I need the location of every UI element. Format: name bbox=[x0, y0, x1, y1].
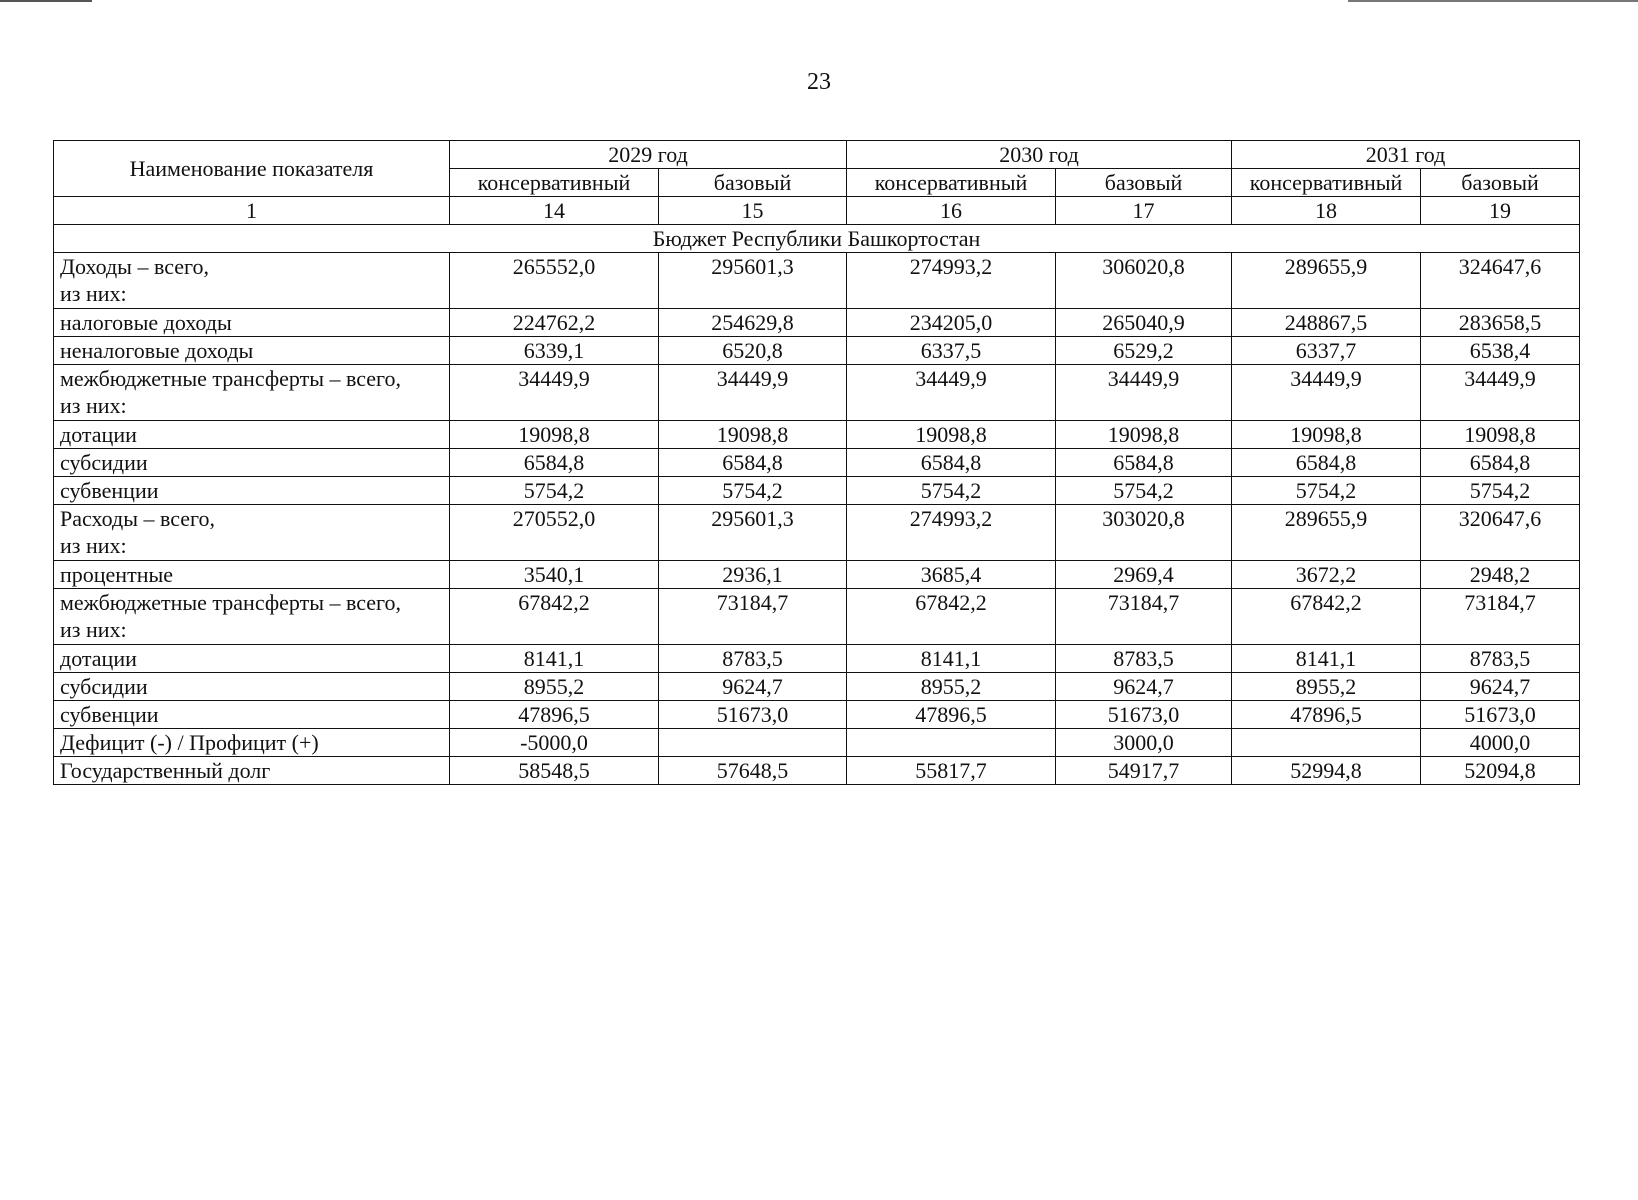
table-row bbox=[54, 309, 1580, 337]
cell-value: 73184,7 bbox=[1464, 590, 1536, 615]
row-label-cell bbox=[54, 729, 450, 757]
value-cell bbox=[1056, 477, 1232, 505]
value-cell bbox=[847, 365, 1056, 421]
value-cell bbox=[450, 309, 659, 337]
value-cell bbox=[1232, 701, 1421, 729]
value-cell bbox=[1056, 757, 1232, 785]
cell-value: 6529,2 bbox=[1113, 338, 1174, 363]
cell-value: 320647,6 bbox=[1458, 506, 1542, 531]
value-cell bbox=[1232, 365, 1421, 421]
cell-value: 3540,1 bbox=[523, 562, 585, 587]
cell-value: 2969,4 bbox=[1113, 562, 1174, 587]
value-cell bbox=[659, 365, 847, 421]
value-cell bbox=[1232, 561, 1421, 589]
cell-value: 19098,8 bbox=[915, 422, 987, 447]
col-number: 14 bbox=[450, 197, 659, 225]
cell-value: 55817,7 bbox=[915, 758, 987, 783]
table-row bbox=[54, 701, 1580, 729]
value-cell bbox=[659, 505, 847, 561]
cell-value: 19098,8 bbox=[716, 422, 789, 447]
cell-value: 9624,7 bbox=[1113, 674, 1174, 699]
value-cell bbox=[1421, 365, 1580, 421]
value-cell bbox=[1056, 561, 1232, 589]
row-label: Дефицит (-) / Профицит (+) bbox=[60, 730, 319, 755]
value-cell bbox=[659, 449, 847, 477]
value-cell bbox=[659, 645, 847, 673]
cell-value: 19098,8 bbox=[1464, 422, 1536, 447]
cell-value: 3672,2 bbox=[1295, 562, 1357, 587]
cell-value: 67842,2 bbox=[518, 590, 590, 615]
row-label-cell bbox=[54, 505, 450, 561]
section-title: Бюджет Республики Башкортостан bbox=[54, 225, 1580, 253]
header-year-2029: 2029 год bbox=[450, 141, 847, 169]
value-cell bbox=[1421, 337, 1580, 365]
table-row bbox=[54, 449, 1580, 477]
value-cell bbox=[1421, 421, 1580, 449]
header-row-col-numbers bbox=[54, 197, 1580, 225]
value-cell bbox=[1421, 673, 1580, 701]
value-cell bbox=[847, 589, 1056, 645]
row-label-cell bbox=[54, 477, 450, 505]
value-cell bbox=[659, 729, 847, 757]
cell-value: 9624,7 bbox=[722, 674, 783, 699]
cell-value: 324647,6 bbox=[1458, 254, 1542, 279]
cell-value: 6520,8 bbox=[722, 338, 783, 363]
value-cell bbox=[450, 561, 659, 589]
col-number: 16 bbox=[847, 197, 1056, 225]
cell-value: 8783,5 bbox=[1113, 646, 1174, 671]
value-cell bbox=[1421, 729, 1580, 757]
row-label: межбюджетные трансферты – всего, bbox=[60, 590, 402, 615]
header-scenario: базовый bbox=[1056, 169, 1232, 197]
section-title-row bbox=[54, 225, 1580, 253]
col-number: 18 bbox=[1232, 197, 1421, 225]
value-cell bbox=[1056, 309, 1232, 337]
cell-value: 8141,1 bbox=[523, 646, 585, 671]
value-cell bbox=[847, 645, 1056, 673]
row-label: Расходы – всего, bbox=[60, 506, 216, 531]
value-cell bbox=[659, 253, 847, 309]
value-cell bbox=[450, 757, 659, 785]
value-cell bbox=[659, 701, 847, 729]
value-cell bbox=[1421, 477, 1580, 505]
cell-value: 265552,0 bbox=[512, 254, 596, 279]
value-cell bbox=[1232, 505, 1421, 561]
cell-value: 289655,9 bbox=[1284, 506, 1368, 531]
table-row bbox=[54, 365, 1580, 421]
cell-value: 5754,2 bbox=[523, 478, 585, 503]
cell-value: 8955,2 bbox=[523, 674, 585, 699]
cell-value: 295601,3 bbox=[711, 254, 794, 279]
col-number: 17 bbox=[1056, 197, 1232, 225]
row-label: налоговые доходы bbox=[60, 310, 232, 335]
header-scenario: базовый bbox=[1421, 169, 1580, 197]
cell-value: 19098,8 bbox=[518, 422, 590, 447]
value-cell bbox=[450, 505, 659, 561]
cell-value: 5754,2 bbox=[1113, 478, 1174, 503]
table-row bbox=[54, 729, 1580, 757]
value-cell bbox=[450, 421, 659, 449]
header-scenario: консервативный bbox=[1232, 169, 1421, 197]
value-cell bbox=[659, 477, 847, 505]
cell-value: 34449,9 bbox=[1107, 366, 1180, 391]
row-label: субвенции bbox=[60, 478, 159, 503]
cell-value: 51673,0 bbox=[1464, 702, 1536, 727]
value-cell bbox=[1232, 757, 1421, 785]
table-row bbox=[54, 253, 1580, 309]
row-label: процентные bbox=[60, 562, 174, 587]
value-cell bbox=[1421, 505, 1580, 561]
value-cell bbox=[1232, 421, 1421, 449]
row-label: субсидии bbox=[60, 674, 148, 699]
cell-value: 6337,5 bbox=[920, 338, 982, 363]
value-cell bbox=[847, 701, 1056, 729]
value-cell bbox=[1232, 673, 1421, 701]
header-scenario: базовый bbox=[659, 169, 847, 197]
value-cell bbox=[659, 757, 847, 785]
row-label: Доходы – всего, bbox=[60, 254, 209, 279]
value-cell bbox=[1421, 645, 1580, 673]
cell-value: 6584,8 bbox=[1113, 450, 1174, 475]
value-cell bbox=[659, 337, 847, 365]
cell-value: 6584,8 bbox=[722, 450, 783, 475]
value-cell bbox=[1232, 309, 1421, 337]
cell-value: 2948,2 bbox=[1469, 562, 1531, 587]
value-cell bbox=[450, 729, 659, 757]
cell-value: 34449,9 bbox=[1290, 366, 1362, 391]
value-cell bbox=[1056, 645, 1232, 673]
table-row bbox=[54, 589, 1580, 645]
cell-value: 8783,5 bbox=[722, 646, 783, 671]
cell-value: -5000,0 bbox=[520, 730, 588, 755]
table-row bbox=[54, 337, 1580, 365]
value-cell bbox=[847, 729, 1056, 757]
header-row-years bbox=[54, 141, 1580, 169]
cell-value: 254629,8 bbox=[711, 310, 794, 335]
value-cell bbox=[1421, 449, 1580, 477]
cell-value: 47896,5 bbox=[518, 702, 590, 727]
row-label-sub: из них: bbox=[60, 617, 127, 642]
cell-value: 5754,2 bbox=[1295, 478, 1357, 503]
value-cell bbox=[847, 449, 1056, 477]
value-cell bbox=[847, 337, 1056, 365]
value-cell bbox=[1056, 337, 1232, 365]
value-cell bbox=[659, 309, 847, 337]
value-cell bbox=[1421, 253, 1580, 309]
value-cell bbox=[1232, 729, 1421, 757]
cell-value: 51673,0 bbox=[1107, 702, 1180, 727]
header-year-2031: 2031 год bbox=[1232, 141, 1580, 169]
cell-value: 73184,7 bbox=[716, 590, 789, 615]
cell-value: 52094,8 bbox=[1464, 758, 1536, 783]
cell-value: 4000,0 bbox=[1469, 730, 1531, 755]
cell-value: 6339,1 bbox=[523, 338, 585, 363]
row-label-cell bbox=[54, 421, 450, 449]
value-cell bbox=[847, 477, 1056, 505]
value-cell bbox=[450, 673, 659, 701]
cell-value: 248867,5 bbox=[1284, 310, 1368, 335]
value-cell bbox=[1232, 337, 1421, 365]
table-row bbox=[54, 561, 1580, 589]
row-label: Государственный долг bbox=[60, 758, 271, 783]
top-rule-right bbox=[1348, 0, 1638, 2]
row-label-sub: из них: bbox=[60, 281, 127, 306]
cell-value: 303020,8 bbox=[1102, 506, 1185, 531]
row-label-cell bbox=[54, 253, 450, 309]
cell-value: 289655,9 bbox=[1284, 254, 1368, 279]
page-number: 23 bbox=[807, 69, 831, 95]
value-cell bbox=[847, 757, 1056, 785]
cell-value: 67842,2 bbox=[915, 590, 987, 615]
value-cell bbox=[1421, 701, 1580, 729]
row-label-cell bbox=[54, 561, 450, 589]
table-row bbox=[54, 421, 1580, 449]
row-label-sub: из них: bbox=[60, 533, 127, 558]
cell-value: 8141,1 bbox=[1295, 646, 1357, 671]
cell-value: 224762,2 bbox=[512, 310, 596, 335]
cell-value: 8955,2 bbox=[920, 674, 982, 699]
row-label-cell bbox=[54, 645, 450, 673]
value-cell bbox=[1056, 449, 1232, 477]
value-cell bbox=[450, 477, 659, 505]
header-name-cell: Наименование показателя bbox=[54, 141, 450, 197]
cell-value: 3685,4 bbox=[920, 562, 982, 587]
value-cell bbox=[1056, 421, 1232, 449]
value-cell bbox=[1056, 253, 1232, 309]
value-cell bbox=[1421, 561, 1580, 589]
col-number: 19 bbox=[1421, 197, 1580, 225]
value-cell bbox=[1421, 309, 1580, 337]
cell-value: 5754,2 bbox=[722, 478, 783, 503]
value-cell bbox=[1232, 645, 1421, 673]
row-label-cell bbox=[54, 449, 450, 477]
value-cell bbox=[1421, 757, 1580, 785]
row-label: неналоговые доходы bbox=[60, 338, 254, 363]
cell-value: 8955,2 bbox=[1295, 674, 1357, 699]
col-number: 1 bbox=[54, 197, 450, 225]
row-label-cell bbox=[54, 309, 450, 337]
cell-value: 6538,4 bbox=[1469, 338, 1531, 363]
data-rows bbox=[54, 253, 1580, 785]
cell-value: 73184,7 bbox=[1107, 590, 1180, 615]
cell-value: 2936,1 bbox=[722, 562, 783, 587]
cell-value: 54917,7 bbox=[1107, 758, 1180, 783]
row-label-cell bbox=[54, 673, 450, 701]
table-row bbox=[54, 673, 1580, 701]
cell-value: 283658,5 bbox=[1458, 310, 1542, 335]
cell-value: 34449,9 bbox=[1464, 366, 1536, 391]
value-cell bbox=[1056, 589, 1232, 645]
cell-value: 6337,7 bbox=[1295, 338, 1357, 363]
top-rule-left bbox=[0, 0, 92, 2]
cell-value: 57648,5 bbox=[716, 758, 789, 783]
value-cell bbox=[847, 561, 1056, 589]
value-cell bbox=[450, 253, 659, 309]
header-scenario: консервативный bbox=[847, 169, 1056, 197]
value-cell bbox=[1232, 477, 1421, 505]
header-scenario: консервативный bbox=[450, 169, 659, 197]
cell-value: 9624,7 bbox=[1469, 674, 1531, 699]
cell-value: 34449,9 bbox=[518, 366, 590, 391]
cell-value: 6584,8 bbox=[523, 450, 585, 475]
value-cell bbox=[450, 365, 659, 421]
cell-value: 3000,0 bbox=[1113, 730, 1174, 755]
value-cell bbox=[450, 645, 659, 673]
table-row bbox=[54, 757, 1580, 785]
budget-table bbox=[53, 140, 1580, 785]
cell-value: 6584,8 bbox=[1295, 450, 1357, 475]
table-row bbox=[54, 477, 1580, 505]
row-label: дотации bbox=[60, 646, 137, 671]
row-label-cell bbox=[54, 757, 450, 785]
value-cell bbox=[1056, 729, 1232, 757]
cell-value: 306020,8 bbox=[1102, 254, 1185, 279]
header-year-2030: 2030 год bbox=[847, 141, 1232, 169]
cell-value: 5754,2 bbox=[1469, 478, 1531, 503]
row-label-cell bbox=[54, 337, 450, 365]
value-cell bbox=[450, 589, 659, 645]
value-cell bbox=[847, 673, 1056, 701]
cell-value: 295601,3 bbox=[711, 506, 794, 531]
value-cell bbox=[659, 421, 847, 449]
value-cell bbox=[1232, 449, 1421, 477]
value-cell bbox=[1421, 589, 1580, 645]
row-label: субсидии bbox=[60, 450, 148, 475]
value-cell bbox=[1056, 673, 1232, 701]
value-cell bbox=[659, 673, 847, 701]
table-row bbox=[54, 505, 1580, 561]
col-number: 15 bbox=[659, 197, 847, 225]
cell-value: 34449,9 bbox=[915, 366, 987, 391]
value-cell bbox=[450, 701, 659, 729]
cell-value: 6584,8 bbox=[1469, 450, 1531, 475]
cell-value: 8783,5 bbox=[1469, 646, 1531, 671]
row-label: субвенции bbox=[60, 702, 159, 727]
cell-value: 67842,2 bbox=[1290, 590, 1362, 615]
value-cell bbox=[1056, 505, 1232, 561]
value-cell bbox=[659, 589, 847, 645]
cell-value: 51673,0 bbox=[716, 702, 789, 727]
cell-value: 52994,8 bbox=[1290, 758, 1362, 783]
cell-value: 8141,1 bbox=[920, 646, 982, 671]
value-cell bbox=[450, 337, 659, 365]
value-cell bbox=[659, 561, 847, 589]
table-row bbox=[54, 645, 1580, 673]
cell-value: 274993,2 bbox=[909, 506, 993, 531]
row-label-cell bbox=[54, 365, 450, 421]
cell-value: 47896,5 bbox=[915, 702, 987, 727]
value-cell bbox=[847, 253, 1056, 309]
row-label-cell bbox=[54, 701, 450, 729]
value-cell bbox=[1056, 701, 1232, 729]
row-label-sub: из них: bbox=[60, 393, 127, 418]
cell-value: 34449,9 bbox=[716, 366, 789, 391]
cell-value: 58548,5 bbox=[518, 758, 590, 783]
row-label-cell bbox=[54, 589, 450, 645]
cell-value: 265040,9 bbox=[1102, 310, 1185, 335]
value-cell bbox=[1232, 253, 1421, 309]
value-cell bbox=[450, 449, 659, 477]
value-cell bbox=[1232, 589, 1421, 645]
value-cell bbox=[1056, 365, 1232, 421]
row-label: межбюджетные трансферты – всего, bbox=[60, 366, 402, 391]
value-cell bbox=[847, 309, 1056, 337]
cell-value: 6584,8 bbox=[920, 450, 982, 475]
cell-value: 234205,0 bbox=[909, 310, 993, 335]
cell-value: 47896,5 bbox=[1290, 702, 1362, 727]
row-label: дотации bbox=[60, 422, 137, 447]
cell-value: 274993,2 bbox=[909, 254, 993, 279]
value-cell bbox=[847, 505, 1056, 561]
value-cell bbox=[847, 421, 1056, 449]
cell-value: 270552,0 bbox=[512, 506, 596, 531]
cell-value: 19098,8 bbox=[1107, 422, 1180, 447]
cell-value: 5754,2 bbox=[920, 478, 982, 503]
cell-value: 19098,8 bbox=[1290, 422, 1362, 447]
